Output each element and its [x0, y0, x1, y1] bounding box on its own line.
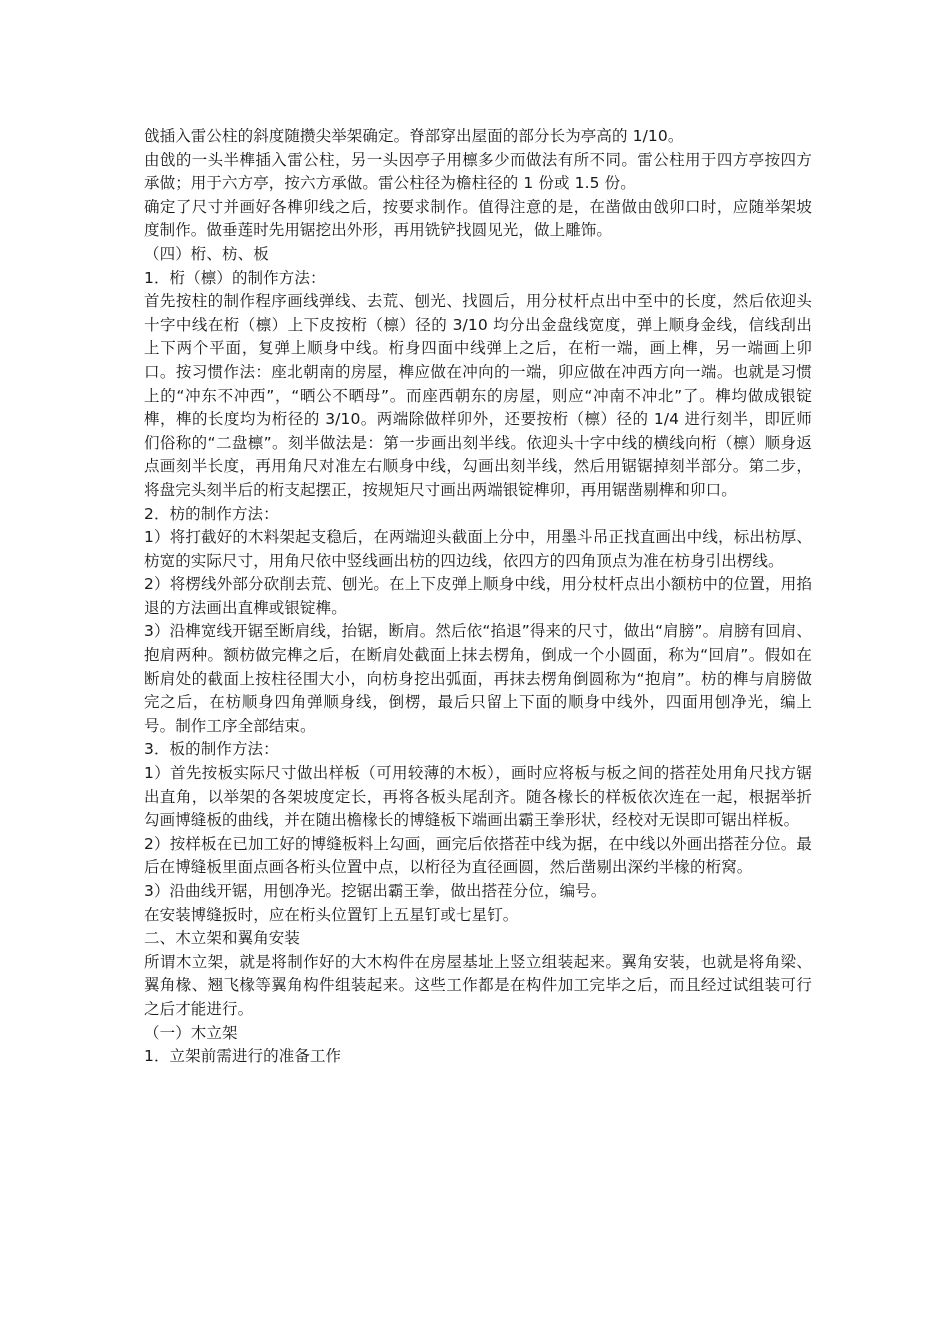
subheading-wood-frame: （一）木立架 — [144, 1023, 238, 1042]
paragraph-2: 由戗的一头半榫插入雷公柱，另一头因亭子用檩多少而做法有所不同。雷公柱用于四方亭按四方承做；用于六方亭，按六方承做。雷公柱径为檐柱径的 1 份或 1.5 份。 — [144, 150, 812, 193]
paragraph-3: 确定了尺寸并画好各榫卯线之后，按要求制作。值得注意的是，在凿做由戗卯口时，应随举架坡度制作。做垂莲时先用锯挖出外形，再用铣铲找圆见光，做上雕饰。 — [144, 197, 812, 240]
paragraph-frame-intro: 所谓木立架，就是将制作好的大木构件在房屋基址上竖立组装起来。翼角安装，也就是将角梁、翼角椽、翘飞椽等翼角构件组装起来。这些工作都是在构件加工完毕之后，而且经过试组装可行之后才能进行。 — [144, 952, 812, 1018]
paragraph-tie-step-3: 3）沿榫宽线开锯至断肩线，抬锯，断肩。然后依“掐退”得来的尺寸，做出“肩膀”。肩膀有回肩、抱肩两种。额枋做完榫之后，在断肩处截面上抹去楞角，倒成一个小圆面，称为“回肩”。假如在断肩处的截面上按柱径围大小，向枋身挖出弧面，再抹去楞角倒圆称为“抱肩”。枋的榫与肩膀做完之后，在枋顺身四角弹顺身线，倒楞，最后只留上下面的顺身中线外，四面用刨净光，编上号。制作工序全部结束。 — [144, 622, 812, 735]
paragraph-tie-step-1: 1）将打截好的木料架起支稳后，在两端迎头截面上分中，用墨斗吊正找直画出中线，标出枋厚、枋宽的实际尺寸，用角尺依中竖线画出枋的四边线，依四方的四角顶点为准在枋身引出楞线。 — [144, 528, 812, 570]
section-heading-frame-and-wing-corner: 二、木立架和翼角安装 — [144, 929, 301, 948]
paragraph-tie-step-2: 2）将楞线外部分砍削去荒、刨光。在上下皮弹上顺身中线，用分杖杆点出小额枋中的位置，用掐退的方法画出直榫或银锭榫。 — [144, 575, 812, 617]
paragraph-board-install-note: 在安装博缝扳时，应在桁头位置钉上五星钉或七星钉。 — [144, 905, 519, 924]
paragraph-board-step-2: 2）按样板在已加工好的博缝板料上勾画，画完后依搭茬中线为据，在中线以外画出搭茬分位。最后在博缝板里面点画各桁头位置中点，以桁径为直径画圆，然后凿剔出深约半椽的桁窝。 — [144, 834, 812, 877]
paragraph-1: 戗插入雷公柱的斜度随攒尖举架确定。脊部穿出屋面的部分长为亭高的 1/10。 — [144, 127, 684, 145]
subheading-board-method: 3．板的制作方法： — [144, 740, 279, 759]
paragraph-board-step-1: 1）首先按板实际尺寸做出样板（可用较薄的木板），画时应将板与板之间的搭茬处用角尺找方锯出直角，以举架的各架坡度定长，再将各板头尾刮齐。随各椽长的样板依次连在一起，根据举折勾画博缝板的曲线，并在随出檐椽长的博缝板下端画出霸王拳形状，经校对无误即可锯出样板。 — [144, 764, 812, 830]
subheading-tie-method: 2．枋的制作方法： — [144, 504, 279, 523]
paragraph-board-step-3: 3）沿曲线开锯，用刨净光。挖锯出霸王拳，做出搭茬分位，编号。 — [144, 882, 607, 900]
paragraph-purlin-method: 首先按柱的制作程序画线弹线、去荒、刨光、找圆后，用分杖杆点出中至中的长度，然后依迎头十字中线在桁（檩）上下皮按桁（檩）径的 3/10 均分出金盘线宽度，弹上顺身金线，信线刮出上下两个平面，复弹上顺身中线。桁身四面中线弹上之后，在桁一端，画上榫，另一端画上卯口。按习惯作法：座北朝南的房屋，榫应做在冲向的一端，卯应做在冲西方向一端。也就是习惯上的“冲东不冲西”，“晒公不晒母”。而座西朝东的房屋，则应“冲南不冲北”了。榫均做成银锭榫，榫的长度均为桁径的 3/10。两端除做样卯外，还要按桁（檩）径的 1/4 进行刻半，即匠师们俗称的“二盘檩”。刻半做法是：第一步画出刻半线。依迎头十字中线的横线向桁（檩）顺身返点画刻半长度，再用角尺对准左右顺身中线，勾画出刻半线，然后用锯锯掉刻半部分。第二步，将盘完头刻半后的桁支起摆正，按规矩尺寸画出两端银锭榫卯，再用锯凿剔榫和卯口。 — [144, 292, 812, 499]
subheading-purlin-method: 1．桁（檩）的制作方法： — [144, 268, 326, 287]
section-heading-purlin-tie-board: （四）桁、枋、板 — [144, 244, 269, 263]
document-body — [144, 125, 812, 1069]
subheading-frame-preparation: 1．立架前需进行的准备工作 — [144, 1047, 342, 1066]
